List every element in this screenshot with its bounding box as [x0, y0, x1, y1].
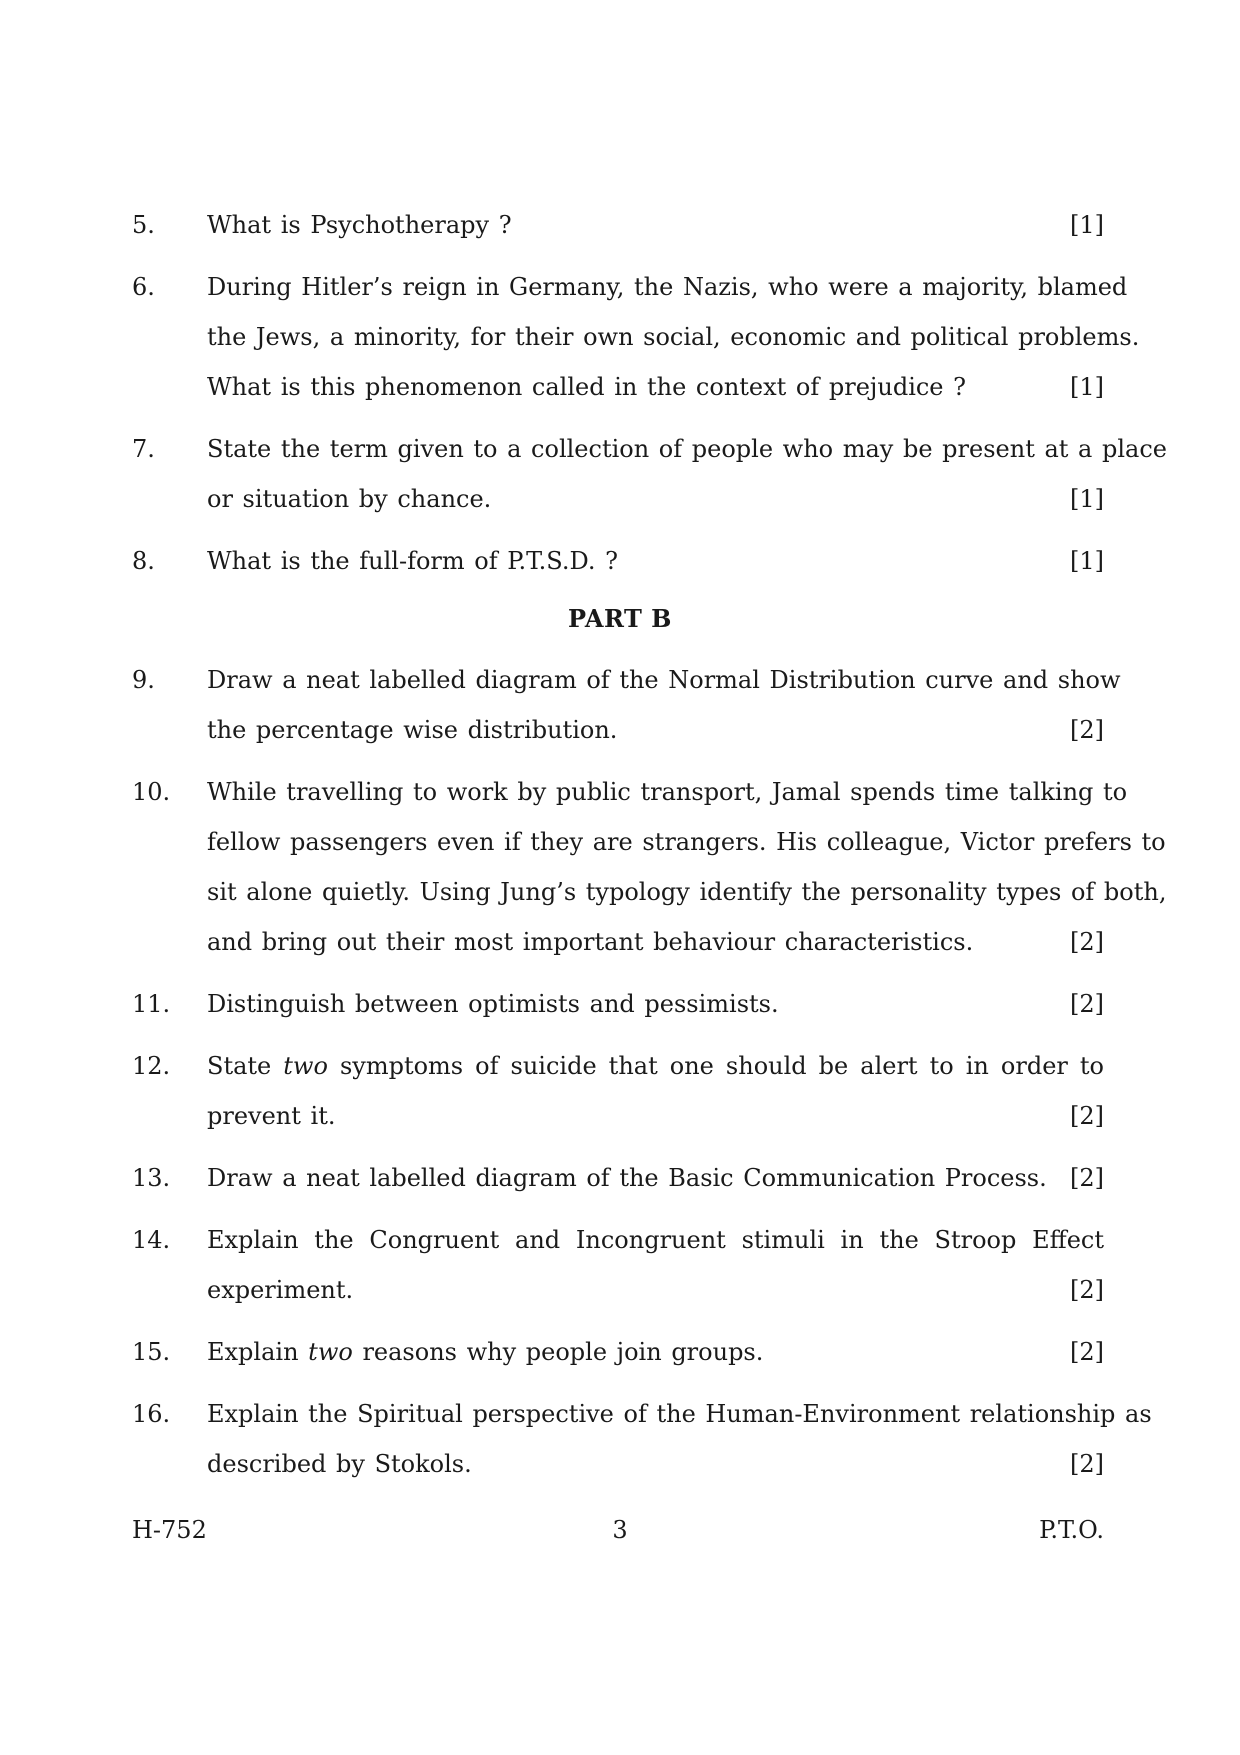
question-text-line: fellow passengers even if they are strangers. His colleague, Victor prefers to	[207, 828, 1166, 856]
marks: [1]	[1070, 373, 1104, 401]
question-number: 9.	[132, 666, 155, 694]
question-text-line: During Hitler’s reign in Germany, the Nazis, who were a majority, blamed	[207, 273, 1128, 301]
question-text-line: prevent it. [2]	[207, 1091, 1104, 1141]
question-number: 13.	[132, 1164, 171, 1192]
marks: [2]	[1070, 1102, 1104, 1130]
part-b-heading: PART B	[568, 604, 672, 633]
question-text-line: sit alone quietly. Using Jung’s typology identify the personality types of both,	[207, 878, 1167, 906]
marks: [2]	[1070, 1276, 1104, 1304]
question-text-line: Draw a neat labelled diagram of the Normal Distribution curve and show	[207, 666, 1121, 694]
question-text-line: What is the full-form of P.T.S.D. ? [1]	[207, 536, 1104, 586]
marks: [2]	[1070, 1338, 1104, 1366]
marks: [2]	[1070, 1450, 1104, 1478]
marks: [2]	[1070, 990, 1104, 1018]
question-number: 16.	[132, 1400, 171, 1428]
marks: [1]	[1070, 485, 1104, 513]
question-text-line: Explain the Spiritual perspective of the Human-Environment relationship as	[207, 1400, 1152, 1428]
question-number: 15.	[132, 1338, 171, 1366]
question-number: 5.	[132, 211, 155, 239]
question-text-line: the Jews, a minority, for their own social, economic and political problems.	[207, 323, 1140, 351]
marks: [2]	[1070, 716, 1104, 744]
question-number: 6.	[132, 273, 155, 301]
question-text-line: experiment. [2]	[207, 1265, 1104, 1315]
question-text-line: Draw a neat labelled diagram of the Basic Communication Process. [2]	[207, 1153, 1104, 1203]
footer-code: H-752	[132, 1516, 207, 1544]
emphasis-text: two	[308, 1338, 353, 1366]
question-text-line: or situation by chance. [1]	[207, 474, 1104, 524]
question-number: 12.	[132, 1052, 171, 1080]
question-text-line: and bring out their most important behaviour characteristics. [2]	[207, 917, 1104, 967]
question-number: 8.	[132, 547, 155, 575]
marks: [1]	[1070, 547, 1104, 575]
question-text-line: Explain two reasons why people join groups. [2]	[207, 1327, 1104, 1377]
footer-pto: P.T.O.	[1039, 1516, 1104, 1544]
footer-page-number: 3	[612, 1516, 628, 1544]
question-number: 14.	[132, 1226, 171, 1254]
question-text-line: What is Psychotherapy ? [1]	[207, 200, 1104, 250]
marks: [2]	[1070, 1164, 1104, 1192]
emphasis-text: two	[283, 1052, 328, 1080]
question-number: 11.	[132, 990, 171, 1018]
question-text-line: Explain the Congruent and Incongruent stimuli in the Stroop Effect	[207, 1226, 1104, 1254]
question-number: 10.	[132, 778, 171, 806]
marks: [2]	[1070, 928, 1104, 956]
question-number: 7.	[132, 435, 155, 463]
question-text-line: What is this phenomenon called in the context of prejudice ? [1]	[207, 362, 1104, 412]
question-text-line: described by Stokols. [2]	[207, 1439, 1104, 1489]
question-text-line: State two symptoms of suicide that one should be alert to in order to	[207, 1052, 1104, 1080]
question-text-line: Distinguish between optimists and pessimists. [2]	[207, 979, 1104, 1029]
question-text-line: the percentage wise distribution. [2]	[207, 705, 1104, 755]
marks: [1]	[1070, 211, 1104, 239]
question-text-line: State the term given to a collection of people who may be present at a place	[207, 435, 1167, 463]
question-text-line: While travelling to work by public transport, Jamal spends time talking to	[207, 778, 1128, 806]
